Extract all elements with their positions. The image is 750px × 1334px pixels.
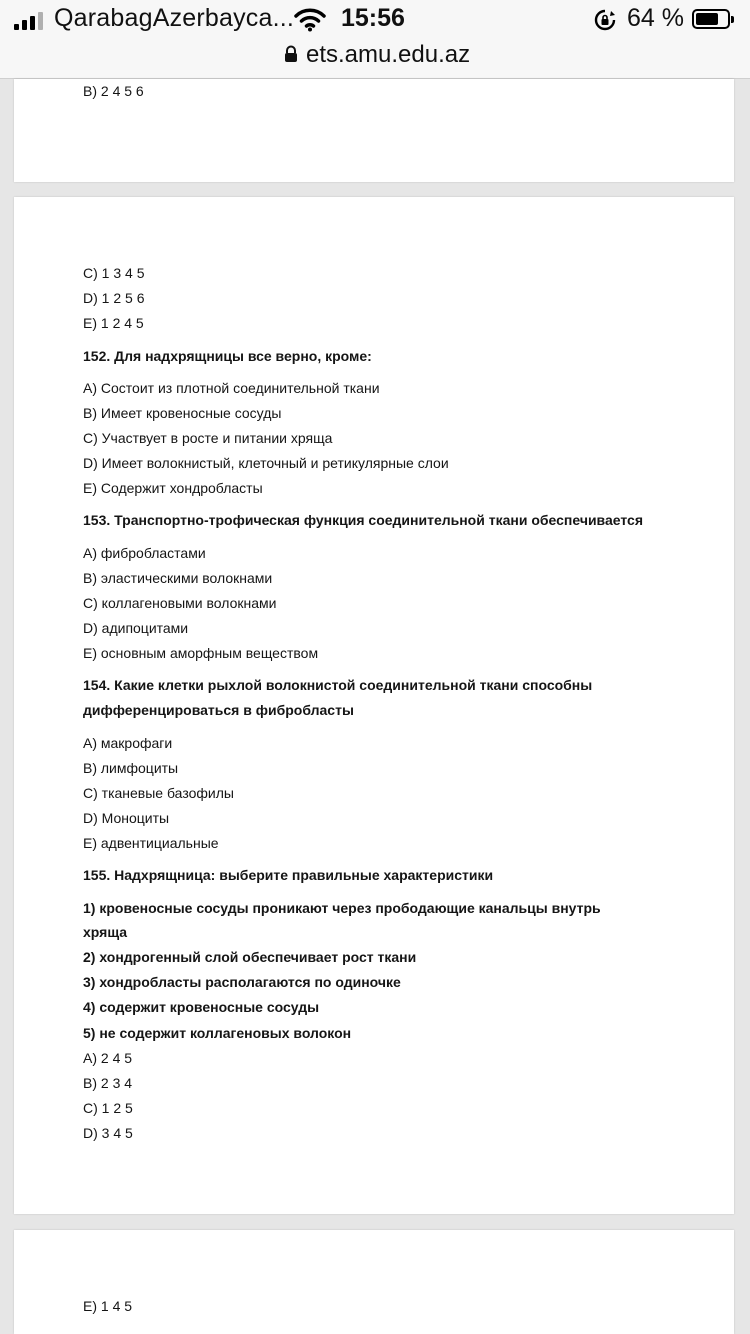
question-155: 155. Надхрящница: выберите правильные характеристики [83, 867, 494, 883]
statement: 2) хондрогенный слой обеспечивает рост ткани [83, 949, 417, 965]
answer-option: D) адипоцитами [83, 620, 189, 636]
statement: 1) кровеносные сосуды проникают через прободающие канальцы внутрь [83, 900, 601, 916]
answer-option: A) макрофаги [83, 735, 173, 751]
answer-option: B) 2 4 5 6 [83, 83, 144, 99]
statement: хряща [83, 924, 128, 940]
answer-option: E) адвентициальные [83, 835, 219, 851]
answer-option: C) коллагеновыми волокнами [83, 595, 277, 611]
answer-option: B) Имеет кровеносные сосуды [83, 405, 282, 421]
answer-option: C) 1 3 4 5 [83, 265, 145, 281]
question-153: 153. Транспортно-трофическая функция соединительной ткани обеспечивается [83, 512, 643, 528]
answer-option: D) Моноциты [83, 810, 170, 826]
url-text[interactable]: ets.amu.edu.az [306, 41, 471, 68]
battery-percent: 64 % [627, 4, 684, 32]
answer-option: B) лимфоциты [83, 760, 179, 776]
answer-option: C) тканевые базофилы [83, 785, 234, 801]
answer-option: A) фибробластами [83, 545, 206, 561]
answer-option: B) 2 3 4 [83, 1075, 133, 1091]
battery-icon [692, 9, 730, 29]
document-page-2 [14, 197, 734, 1214]
cellular-signal-icon [14, 12, 43, 30]
answer-option: D) 3 4 5 [83, 1125, 133, 1141]
question-154: 154. Какие клетки рыхлой волокнистой соединительной ткани способны [83, 677, 593, 693]
wifi-icon [294, 8, 326, 37]
clock-time: 15:56 [341, 4, 405, 32]
statement: 5) не содержит коллагеновых волокон [83, 1025, 352, 1041]
answer-option: A) 2 4 5 [83, 1050, 133, 1066]
answer-option: E) Содержит хондробласты [83, 480, 263, 496]
answer-option: E) основным аморфным веществом [83, 645, 319, 661]
answer-option: A) Состоит из плотной соединительной ткани [83, 380, 380, 396]
document-page-3 [14, 1230, 734, 1334]
status-bar [0, 0, 750, 40]
answer-option: E) 1 4 5 [83, 1298, 133, 1314]
answer-option: B) эластическими волокнами [83, 570, 273, 586]
question-154-continued: дифференцироваться в фибробласты [83, 702, 354, 718]
rotation-lock-icon [594, 9, 616, 36]
answer-option: E) 1 2 4 5 [83, 315, 144, 331]
statement: 4) содержит кровеносные сосуды [83, 999, 320, 1015]
answer-option: C) 1 2 5 [83, 1100, 133, 1116]
answer-option: D) Имеет волокнистый, клеточный и ретикулярные слои [83, 455, 449, 471]
address-bar[interactable] [0, 40, 750, 79]
statement: 3) хондробласты располагаются по одиночке [83, 974, 401, 990]
carrier-name: QarabagAzerbayca... [54, 4, 295, 32]
question-152: 152. Для надхрящницы все верно, кроме: [83, 348, 372, 364]
document-page-1 [14, 79, 734, 182]
answer-option: C) Участвует в росте и питании хряща [83, 430, 333, 446]
answer-option: D) 1 2 5 6 [83, 290, 145, 306]
lock-icon [284, 45, 298, 68]
